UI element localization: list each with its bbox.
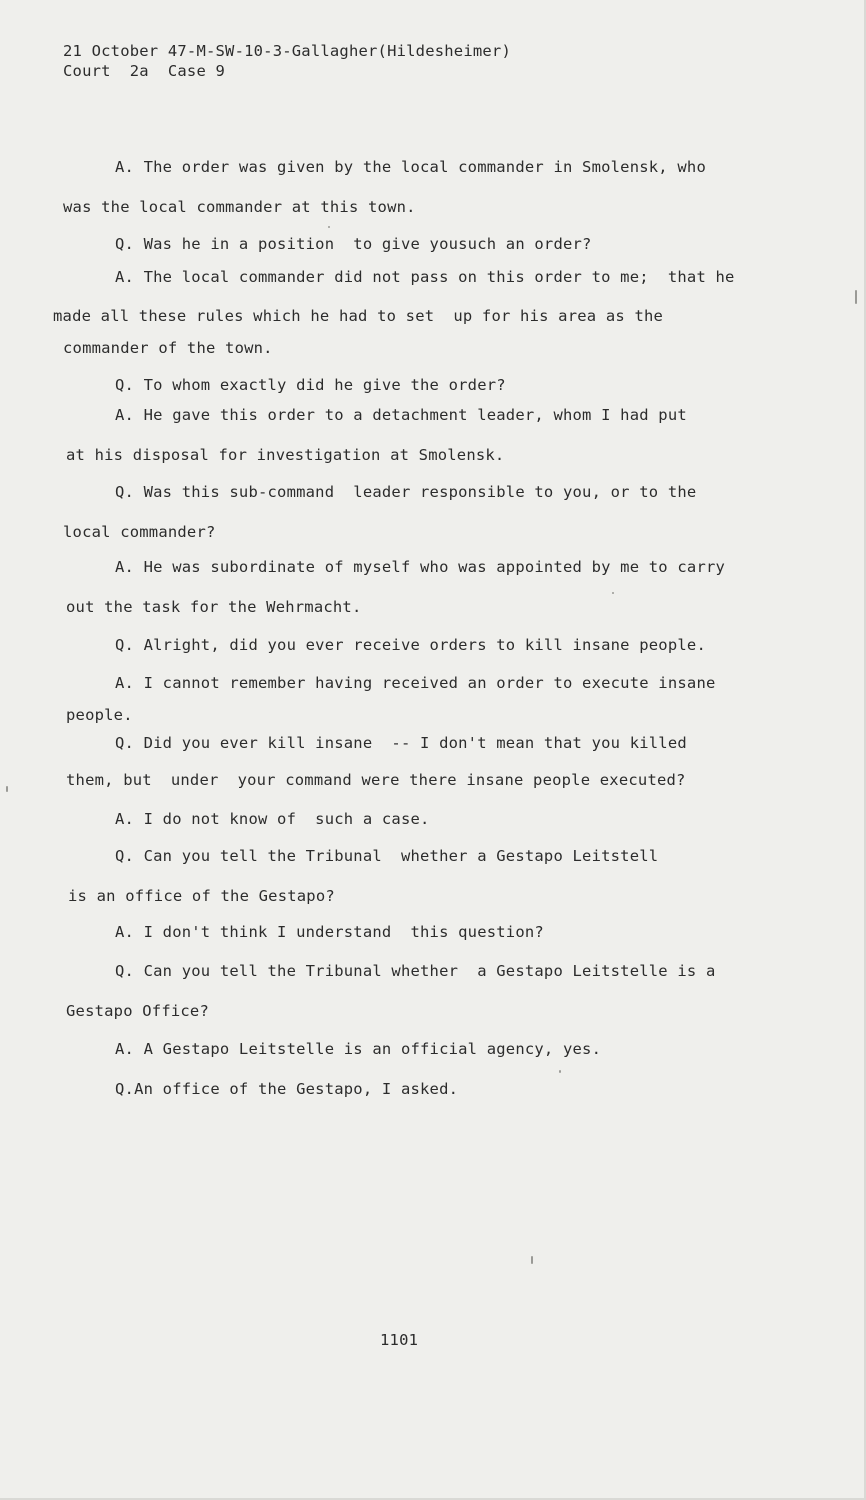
transcript-line: is an office of the Gestapo? <box>68 887 335 905</box>
page-number: 1101 <box>380 1331 419 1349</box>
transcript-line: them, but under your command were there insane people executed? <box>66 771 686 789</box>
transcript-line: was the local commander at this town. <box>63 198 416 216</box>
transcript-line: A. The local commander did not pass on this order to me; that he <box>115 268 735 286</box>
paper-speck <box>531 1256 533 1264</box>
transcript-line: Q. Was this sub-command leader responsible to you, or to the <box>115 483 697 501</box>
transcript-line: Gestapo Office? <box>66 1002 209 1020</box>
transcript-line: A. A Gestapo Leitstelle is an official agency, yes. <box>115 1040 602 1058</box>
transcript-line: made all these rules which he had to set up for his area as the <box>53 307 664 325</box>
transcript-line: Q. Can you tell the Tribunal whether a Gestapo Leitstell <box>115 847 659 865</box>
transcript-line: A. I do not know of such a case. <box>115 810 430 828</box>
transcript-line: Q. Did you ever kill insane -- I don't mean that you killed <box>115 734 687 752</box>
document-header <box>63 41 511 81</box>
paper-speck <box>559 1070 561 1073</box>
paper-speck <box>328 226 330 228</box>
transcript-line: Q. Can you tell the Tribunal whether a Gestapo Leitstelle is a <box>115 962 716 980</box>
transcript-line: Q. Alright, did you ever receive orders to kill insane people. <box>115 636 706 654</box>
transcript-line: A. The order was given by the local commander in Smolensk, who <box>115 158 706 176</box>
paper-speck <box>6 786 8 792</box>
transcript-line: people. <box>66 706 133 724</box>
transcript-line: commander of the town. <box>63 339 273 357</box>
transcript-line: local commander? <box>63 523 216 541</box>
transcript-line: at his disposal for investigation at Smolensk. <box>66 446 505 464</box>
transcript-line: Q. Was he in a position to give yousuch an order? <box>115 235 592 253</box>
transcript-line: A. He was subordinate of myself who was appointed by me to carry <box>115 558 726 576</box>
transcript-line: Q. To whom exactly did he give the order? <box>115 376 506 394</box>
transcript-line: A. I don't think I understand this question? <box>115 923 544 941</box>
paper-speck <box>855 290 857 304</box>
header-court-line: Court 2a Case 9 <box>63 62 226 80</box>
transcript-line: out the task for the Wehrmacht. <box>66 598 362 616</box>
transcript-line: Q.An office of the Gestapo, I asked. <box>115 1080 459 1098</box>
transcript-line: A. He gave this order to a detachment leader, whom I had put <box>115 406 687 424</box>
paper-speck <box>612 592 614 594</box>
header-reference-line: 21 October 47-M-SW-10-3-Gallagher(Hildesheimer) <box>63 42 511 60</box>
transcript-line: A. I cannot remember having received an order to execute insane <box>115 674 716 692</box>
